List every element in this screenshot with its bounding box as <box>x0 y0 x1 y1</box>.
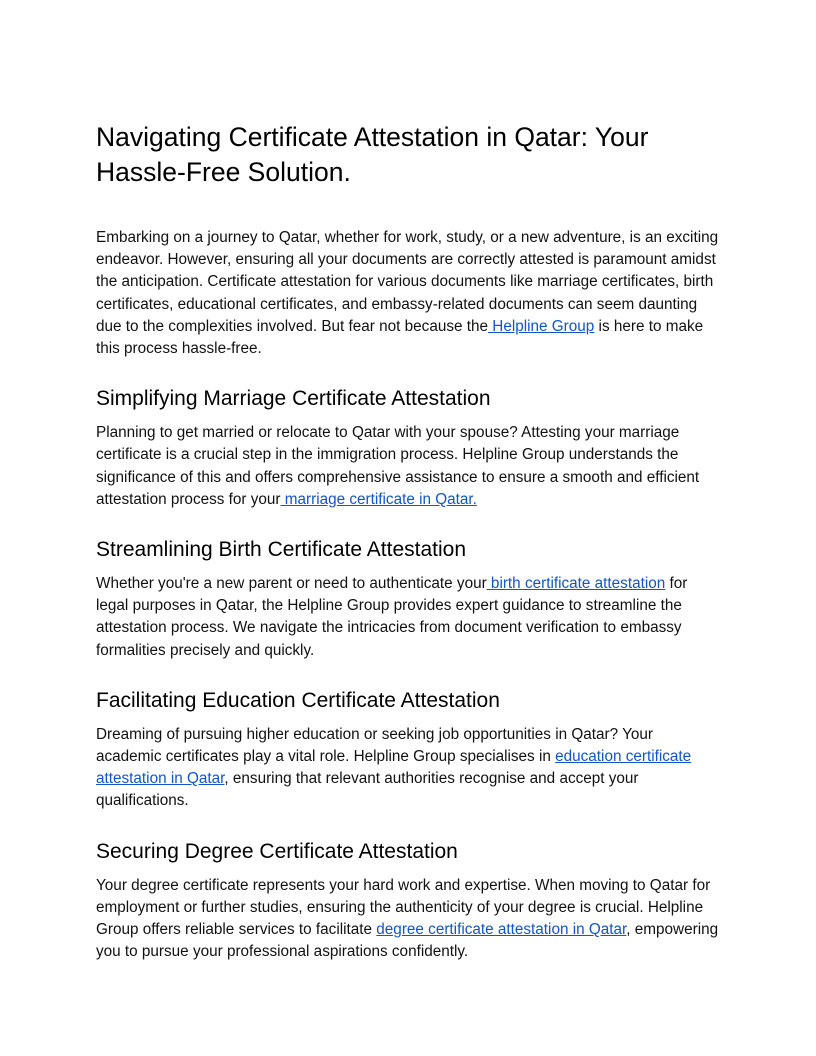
intro-paragraph <box>96 227 720 360</box>
marriage-certificate-link[interactable]: marriage certificate in Qatar. <box>280 490 477 508</box>
section-paragraph-marriage <box>96 422 720 511</box>
intro-text-before: Embarking on a journey to Qatar, whether for work, study, or a new adventure, is an exciting endeavor. However, ensuring all your documents are correctly attested is paramount amidst the anticipation. Certificate attestation for various documents like marriage certificates, birth certificates, educational certificates, and embassy-related documents can seem daunting due to the complexities involved. But fear not because the <box>96 229 719 335</box>
section-text-before: Dreaming of pursuing higher education or seeking job opportunities in Qatar? Your academic certificates play a vital role. Helpline Group specialises in <box>96 725 653 766</box>
section-text-after: , ensuring that relevant authorities recognise and accept your qualifications. <box>96 770 639 810</box>
page-title: Navigating Certificate Attestation in Qatar: Your Hassle-Free Solution. <box>96 122 649 187</box>
section-heading-education: Facilitating Education Certificate Attestation <box>96 688 500 712</box>
education-certificate-link[interactable]: education certificate attestation in Qatar <box>96 748 692 788</box>
section-text-after: for legal purposes in Qatar, the Helpline Group provides expert guidance to streamline the attestation process. We navigate the intricacies from document verification to embassy formalities precisely and quickly. <box>96 575 688 659</box>
section-paragraph-education <box>96 724 720 813</box>
section-paragraph-birth <box>96 573 720 662</box>
birth-certificate-link[interactable]: birth certificate attestation <box>486 575 666 593</box>
section-heading-marriage: Simplifying Marriage Certificate Attestation <box>96 387 491 411</box>
section-text-before: Planning to get married or relocate to Qatar with your spouse? Attesting your marriage certificate is a crucial step in the immigration process. Helpline Group understands the significance of this and offers comprehensive assistance to ensure a smooth and efficient attestation process for your <box>96 424 700 508</box>
document-page <box>96 120 720 963</box>
section-paragraph-degree <box>96 875 720 964</box>
section-text-before: Whether you're a new parent or need to authenticate your <box>96 575 487 593</box>
intro-text-after: is here to make this process hassle-free. <box>96 317 704 358</box>
degree-certificate-link[interactable]: degree certificate attestation in Qatar <box>376 921 627 939</box>
section-text-before: Your degree certificate represents your hard work and expertise. When moving to Qatar for employment or further studies, ensuring the authenticity of your degree is crucial. Helpline Group offers reliable services to facilitate <box>96 876 711 939</box>
section-text-after: , empowering you to pursue your professional aspirations confidently. <box>96 921 719 961</box>
section-heading-birth: Streamlining Birth Certificate Attestation <box>96 538 467 562</box>
helpline-group-link[interactable]: Helpline Group <box>488 317 595 335</box>
section-heading-degree: Securing Degree Certificate Attestation <box>96 839 458 863</box>
